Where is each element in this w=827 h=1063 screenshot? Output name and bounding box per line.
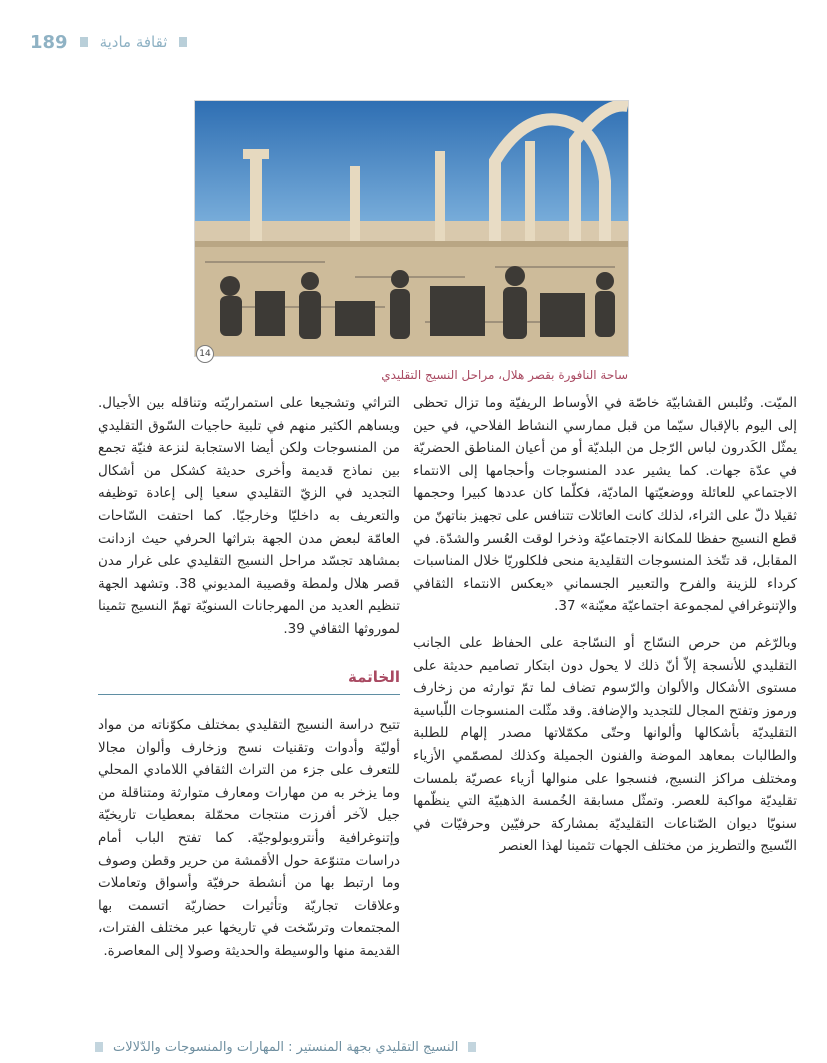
running-header — [30, 30, 187, 54]
text-column-left — [98, 392, 400, 641]
paragraph: وبالرّغم من حرص النسّاج أو النسّاجة على الحفاظ على الجانب التقليدي للأنسجة إلاّ أنّ ذلك لا يحول دون ابتكار تصاميم حديثة على مستوى الأشكال والألوان والرّسوم تضاف لما تمّ توارثه من زخارف ورموز وتفتح المجال للتجديد والإضافة. وقد مثّلت المنسوجات اللّباسية التقليديّة بأشكالها وألوانها وحتّى مكمّلاتها مصدر إلهام للطلبة والطالبات بمعاهد الموضة والفنون الجميلة وكذلك لمصمّمي الأزياء ومختلف مراكز النسيج، فنسجوا على منوالها أزياء عصريّة بلمسات تقليديّة مواكبة للعصر. وتمثّل مسابقة الخُمسة الذهبيّة التي ينظّمها سنويّا ديوان الصّناعات التقليديّة بمشاركة حرفيّين وحرفيّات في النّسيج والتطريز من مختلف الجهات تثمينا لهذا العنصر — [413, 634, 797, 855]
figure-caption: ساحة النافورة بقصر هلال، مراحل النسيج التقليدي — [381, 368, 628, 382]
conclusion-text — [98, 714, 400, 963]
fountain-square-relief-image — [195, 101, 628, 356]
section-title: ثقافة مادية — [99, 33, 168, 51]
header-square-icon — [179, 37, 187, 47]
running-footer — [95, 1036, 795, 1058]
paragraph: الميّت. وتُلبس القشابيّة خاصّة في الأوساط الريفيّة وما تزال تحظى إلى اليوم بالإقبال سيّما من قبل ممارسي النشاط الفلاحي، في حين يمثّل الكَدرون لباس الرّجل من البلديّة أو من أعيان المناطق الحضريّة في عدّة جهات. كما يشير عدد المنسوجات وأحجامها إلى الانتماء الاجتماعي للعائلة ووضعيّتها الماديّة، فكلّما كان عددها كبيرا وحجمها ثقيلا دلّ على الثراء، لذلك كانت العائلات تتنافس على تجهيز بناتهنّ من قطع النسيج حفظا للمكانة الاجتماعيّة وذخرا لوقت العُسر والشدّة. في المقابل، قد تتّخذ المنسوجات التقليدية منحى فلكلوريّا خلال المناسبات كرداء للزينة والفرح والتعبير الجسماني «يعكس الانتماء الثقافي والإتنوغرافي لمجموعة اجتماعيّة معيّنة» 37. — [413, 395, 797, 615]
text-column-right — [413, 392, 797, 858]
figure-number-badge: 14 — [196, 345, 214, 363]
footer-title: النسيج التقليدي بجهة المنستير : المهارات والمنسوجات والدّلالات — [113, 1039, 459, 1055]
header-square-icon — [80, 37, 88, 47]
paragraph: تتيح دراسة النسيج التقليدي بمختلف مكوّناته من مواد أوليّة وأدوات وتقنيات نسج وزخارف وألوان مجالا للتعرف على جزء من التراث الثقافي اللامادي المحلي وما يزخر به من مهارات ومعارف متوارثة ومتناقلة من جيل لآخر أفرزت منتجات محمّلة بمعطيات تاريخيّة وإتنوغرافية وأنتروبولوجيّة. كما تفتح الباب أمام دراسات متنوّعة حول الأقمشة من حرير وقطن وصوف وما ارتبط بها من أنشطة حرفيّة وأسواق وتعاملات وعلاقات تجاريّة وتأثيرات حضاريّة اتسمت بها المجتمعات وترسّخت في تاريخها عبر مختلف الفترات، القديمة منها والوسيطة والحديثة وصولا إلى المعاصرة. — [98, 717, 400, 959]
heading-divider — [98, 694, 400, 695]
conclusion-heading: الخاتمة — [347, 668, 400, 686]
figure-photo — [194, 100, 629, 357]
footer-square-icon — [468, 1042, 476, 1052]
footer-square-icon — [95, 1042, 103, 1052]
page-number: 189 — [30, 31, 68, 53]
paragraph: التراثي وتشجيعا على استمراريّته وتناقله بين الأجيال. ويساهم الكثير منهم في تلبية حاجيات السّوق التقليدي من المنسوجات ولكن أيضا الاستجابة لنزعة فنيّة تجمع بين نماذج قديمة وأخرى حديثة كشكل من أشكال التجديد في الزيّ التقليدي سعيا إلى إعادة توظيفه والتعريف به داخليّا وخارجيّا. كما احتفت السّاحات العامّة لبعض مدن الجهة بتراثها الحرفي حيث ازدانت بمشاهد تجسّد مراحل النسيج التقليدي على غرار مدن قصر هلال ولمطة وقصيبة المديوني 38. وتشهد الجهة تنظيم العديد من المهرجانات السنويّة تهمّ النسيج تثمينا لموروثها الثقافي 39. — [98, 395, 401, 637]
